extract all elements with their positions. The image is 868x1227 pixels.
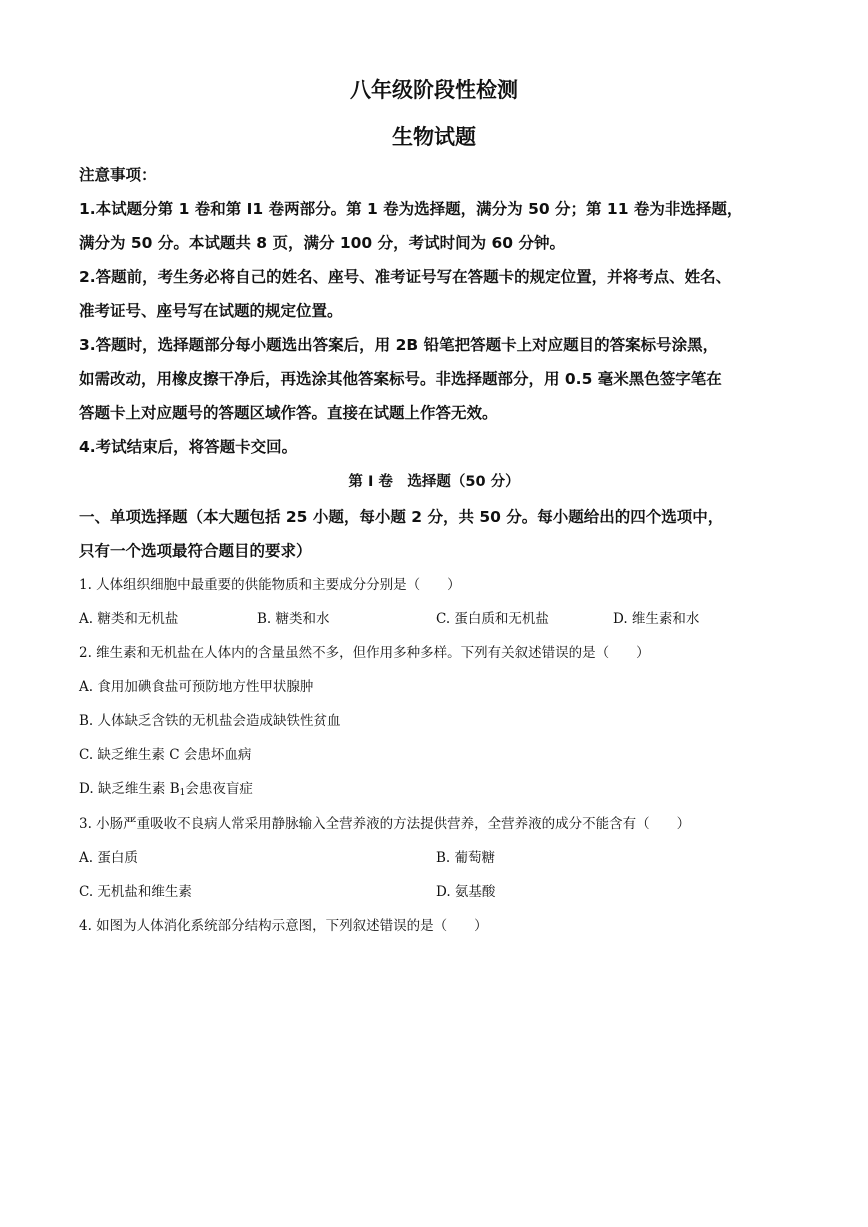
question-3-stem: 3. 小肠严重吸收不良病人常采用静脉输入全营养液的方法提供营养，全营养液的成分不能含有（ ） <box>79 816 691 832</box>
question-2-option-d-suffix: 会患夜盲症 <box>185 781 253 797</box>
question-1-option-c: C. 蛋白质和无机盐 <box>436 611 549 627</box>
question-3-option-a: A. 蛋白质 <box>79 850 138 866</box>
question-2-option-d <box>79 778 253 804</box>
question-3-option-c: C. 无机盐和维生素 <box>79 884 192 900</box>
question-3-option-d: D. 氨基酸 <box>436 884 496 900</box>
question-4-stem: 4. 如图为人体消化系统部分结构示意图，下列叙述错误的是（ ） <box>79 918 488 934</box>
question-2-stem: 2. 维生素和无机盐在人体内的含量虽然不多，但作用多种多样。下列有关叙述错误的是（ ） <box>79 645 650 661</box>
notice-line: 如需改动，用橡皮擦干净后，再选涂其他答案标号。非选择题部分，用 0.5 毫米黑色签字笔在 <box>79 370 722 388</box>
exam-subtitle: 生物试题 <box>392 125 476 149</box>
question-1-option-b: B. 糖类和水 <box>257 611 330 627</box>
exam-title: 八年级阶段性检测 <box>350 78 518 102</box>
question-1-option-a: A. 糖类和无机盐 <box>79 611 179 627</box>
notice-line: 2.答题前，考生务必将自己的姓名、座号、准考证号写在答题卡的规定位置，并将考点、姓名、 <box>79 268 732 286</box>
notice-line: 3.答题时，选择题部分每小题选出答案后，用 2B 铅笔把答题卡上对应题目的答案标号涂黑， <box>79 336 719 354</box>
question-2-option-a: A. 食用加碘食盐可预防地方性甲状腺肿 <box>79 679 314 695</box>
notice-line: 答题卡上对应题号的答题区域作答。直接在试题上作答无效。 <box>79 404 498 422</box>
section-instruction: 一、单项选择题（本大题包括 25 小题，每小题 2 分，共 50 分。每小题给出的四个选项中， <box>79 508 724 526</box>
notice-line: 1.本试题分第 1 卷和第 I1 卷两部分。第 1 卷为选择题，满分为 50 分；第 11 卷为非选择题， <box>79 200 743 218</box>
notice-heading: 注意事项： <box>79 166 157 184</box>
vitamin-subscript: 1 <box>179 788 186 798</box>
section-instruction: 只有一个选项最符合题目的要求） <box>79 542 312 560</box>
question-1-option-d: D. 维生素和水 <box>613 611 700 627</box>
notice-line: 满分为 50 分。本试题共 8 页，满分 100 分，考试时间为 60 分钟。 <box>79 234 565 252</box>
section-title: 第 I 卷 选择题（50 分） <box>348 474 520 490</box>
question-2-option-c: C. 缺乏维生素 C 会患坏血病 <box>79 747 252 763</box>
question-2-option-b: B. 人体缺乏含铁的无机盐会造成缺铁性贫血 <box>79 713 341 729</box>
question-2-option-d-prefix: D. 缺乏维生素 B <box>79 781 180 797</box>
question-3-option-b: B. 葡萄糖 <box>436 850 496 866</box>
notice-line: 4.考试结束后，将答题卡交回。 <box>79 438 298 456</box>
notice-line: 准考证号、座号写在试题的规定位置。 <box>79 302 343 320</box>
question-1-stem: 1. 人体组织细胞中最重要的供能物质和主要成分分别是（ ） <box>79 577 461 593</box>
